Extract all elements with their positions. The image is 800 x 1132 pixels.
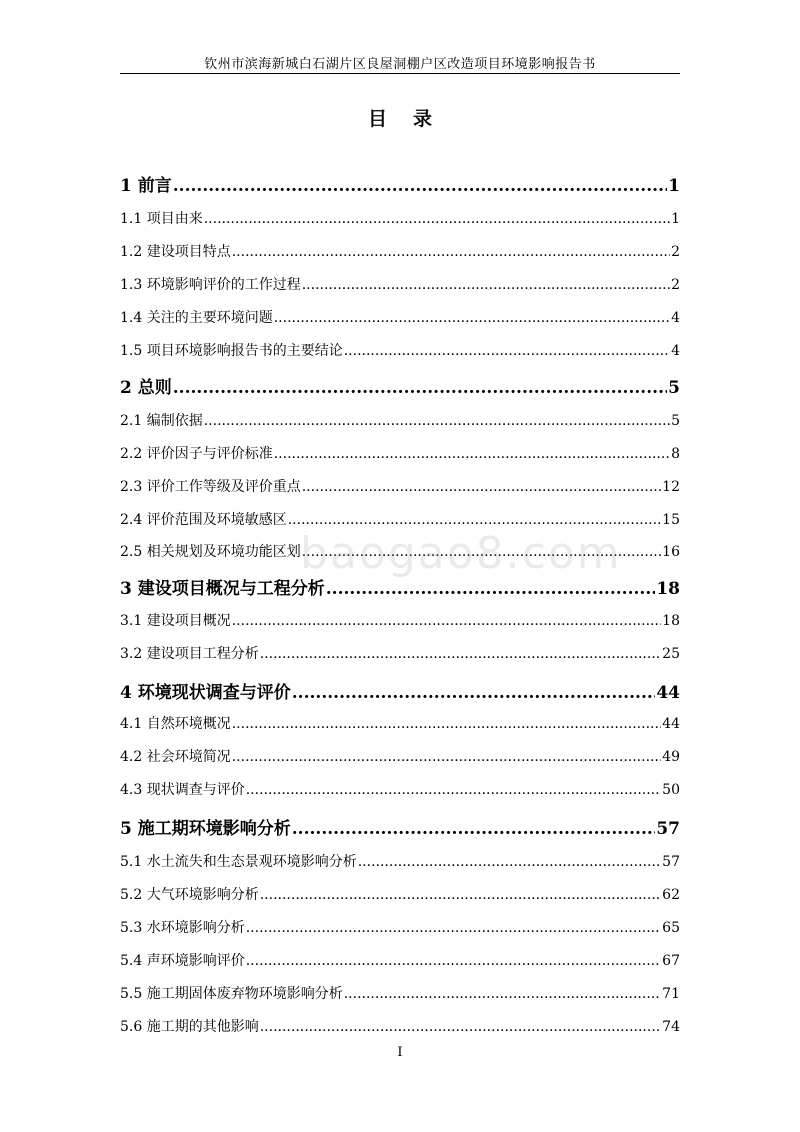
toc-entry-label: 4.2 社会环境简况 (120, 749, 231, 765)
toc-entry-label: 3.2 建设项目工程分析 (120, 646, 259, 662)
toc-entry-page: 57 (656, 819, 680, 839)
toc-entry-page: 15 (662, 512, 680, 528)
toc-entry-label: 4.3 现状调查与评价 (120, 782, 245, 798)
toc-entry-label: 2.5 相关规划及环境功能区划 (120, 544, 301, 560)
toc-entry-page: 1 (668, 176, 680, 196)
toc-entry-label: 5.4 声环境影响评价 (120, 953, 245, 969)
toc-leader-dots (274, 310, 670, 326)
toc-section-entry[interactable] (120, 509, 680, 529)
toc-leader-dots (274, 446, 670, 462)
toc-entry-label: 5.3 水环境影响分析 (120, 920, 245, 936)
toc-entry-label: 1.2 建设项目特点 (120, 244, 231, 260)
toc-entry-page: 12 (662, 479, 680, 495)
watermark: baogao8.com (300, 528, 622, 579)
toc-leader-dots (260, 1019, 661, 1035)
toc-leader-dots (173, 176, 667, 196)
toc-entry-page: 18 (656, 579, 680, 599)
toc-entry-label: 5 施工期环境影响分析 (120, 819, 291, 839)
toc-entry-page: 49 (662, 749, 680, 765)
toc-entry-label: 4.1 自然环境概况 (120, 716, 231, 732)
toc-entry-label: 1.4 关注的主要环境问题 (120, 310, 273, 326)
toc-entry-label: 5.1 水土流失和生态景观环境影响分析 (120, 854, 357, 870)
toc-entry-label: 3 建设项目概况与工程分析 (120, 579, 325, 599)
toc-entry-page: 5 (671, 413, 680, 429)
toc-leader-dots (302, 277, 670, 293)
toc-entry-page: 62 (662, 887, 680, 903)
toc-section-entry[interactable] (120, 443, 680, 463)
toc-leader-dots (302, 479, 661, 495)
toc-leader-dots (232, 716, 661, 732)
toc-entry-page: 4 (671, 343, 680, 359)
toc-entry-page: 50 (662, 782, 680, 798)
toc-section-entry[interactable] (120, 643, 680, 663)
toc-chapter-entry[interactable] (120, 373, 680, 398)
toc-leader-dots (344, 343, 670, 359)
toc-entry-page: 16 (662, 544, 680, 560)
toc-section-entry[interactable] (120, 274, 680, 294)
toc-leader-dots (246, 782, 661, 798)
toc-section-entry[interactable] (120, 241, 680, 261)
toc-entry-label: 5.5 施工期固体废弃物环境影响分析 (120, 986, 343, 1002)
toc-entry-page: 4 (671, 310, 680, 326)
toc-entry-page: 2 (671, 244, 680, 260)
toc-section-entry[interactable] (120, 746, 680, 766)
toc-entry-label: 2.1 编制依据 (120, 413, 203, 429)
toc-leader-dots (292, 683, 656, 703)
toc-leader-dots (246, 920, 661, 936)
toc-leader-dots (173, 378, 667, 398)
header-rule (120, 73, 680, 74)
toc-entry-label: 3.1 建设项目概况 (120, 613, 231, 629)
toc-section-entry[interactable] (120, 713, 680, 733)
toc-entry-label: 5.6 施工期的其他影响 (120, 1019, 259, 1035)
toc-entry-label: 1.1 项目由来 (120, 211, 203, 227)
toc-entry-label: 5.2 大气环境影响分析 (120, 887, 259, 903)
toc-leader-dots (232, 613, 661, 629)
toc-entry-label: 2.3 评价工作等级及评价重点 (120, 479, 301, 495)
toc-entry-page: 57 (662, 854, 680, 870)
toc-entry-label: 2.2 评价因子与评价标准 (120, 446, 273, 462)
toc-leader-dots (288, 512, 661, 528)
toc-entry-page: 71 (662, 986, 680, 1002)
running-header: 钦州市滨海新城白石湖片区良屋洞棚户区改造项目环境影响报告书 (204, 57, 596, 72)
toc-leader-dots (326, 579, 656, 599)
toc-section-entry[interactable] (120, 884, 680, 904)
toc-section-entry[interactable] (120, 208, 680, 228)
toc-leader-dots (260, 887, 661, 903)
toc-entry-label: 2.4 评价范围及环境敏感区 (120, 512, 287, 528)
toc-leader-dots (358, 854, 661, 870)
toc-section-entry[interactable] (120, 950, 680, 970)
toc-section-entry[interactable] (120, 917, 680, 937)
toc-title-part2: 录 (413, 108, 433, 130)
toc-entry-label: 2 总则 (120, 378, 172, 398)
toc-title-part1: 目 (367, 108, 387, 130)
toc-title (0, 104, 800, 131)
toc-entry-page: 67 (662, 953, 680, 969)
toc-section-entry[interactable] (120, 610, 680, 630)
toc-entry-label: 1.5 项目环境影响报告书的主要结论 (120, 343, 343, 359)
toc-entry-label: 1 前言 (120, 176, 172, 196)
toc-section-entry[interactable] (120, 340, 680, 360)
toc-leader-dots (232, 244, 670, 260)
toc-section-entry[interactable] (120, 307, 680, 327)
toc-section-entry[interactable] (120, 410, 680, 430)
toc-entry-label: 4 环境现状调查与评价 (120, 683, 291, 703)
toc-leader-dots (292, 819, 656, 839)
toc-entry-page: 44 (662, 716, 680, 732)
toc-chapter-entry[interactable] (120, 678, 680, 703)
page-number: I (397, 1045, 403, 1060)
toc-leader-dots (344, 986, 661, 1002)
toc-entry-page: 1 (671, 211, 680, 227)
toc-leader-dots (232, 749, 661, 765)
toc-entry-label: 1.3 环境影响评价的工作过程 (120, 277, 301, 293)
toc-chapter-entry[interactable] (120, 814, 680, 839)
toc-entry-page: 5 (668, 378, 680, 398)
toc-entry-page: 18 (662, 613, 680, 629)
toc-entry-page: 74 (662, 1019, 680, 1035)
toc-entry-page: 2 (671, 277, 680, 293)
toc-section-entry[interactable] (120, 851, 680, 871)
toc-section-entry[interactable] (120, 476, 680, 496)
toc-section-entry[interactable] (120, 1016, 680, 1036)
toc-entry-page: 25 (662, 646, 680, 662)
toc-leader-dots (204, 211, 670, 227)
toc-leader-dots (246, 953, 661, 969)
toc-leader-dots (260, 646, 661, 662)
toc-entry-page: 65 (662, 920, 680, 936)
toc-chapter-entry[interactable] (120, 171, 680, 196)
toc-leader-dots (204, 413, 670, 429)
toc-entry-page: 8 (671, 446, 680, 462)
toc-entry-page: 44 (656, 683, 680, 703)
toc-section-entry[interactable] (120, 983, 680, 1003)
toc-section-entry[interactable] (120, 779, 680, 799)
